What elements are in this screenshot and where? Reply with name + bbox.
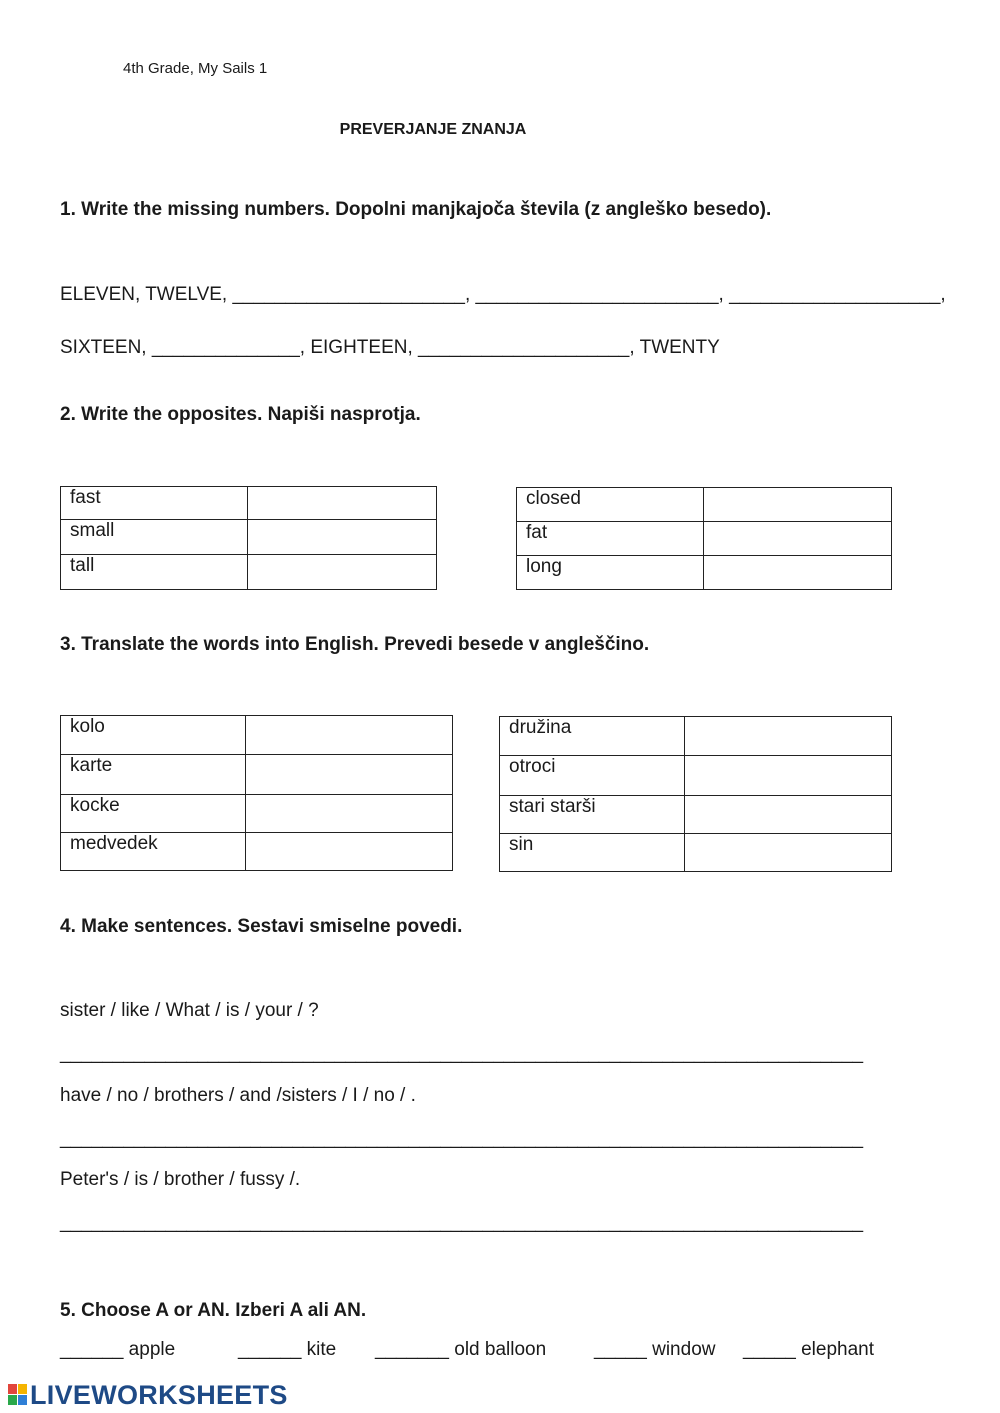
- word-cell: sin: [500, 834, 685, 872]
- question-2-heading: 2. Write the opposites. Napiši nasprotja.: [60, 404, 421, 425]
- numbers-line-2: SIXTEEN, ______________, EIGHTEEN, ____________________, TWENTY: [60, 337, 720, 358]
- article-blank[interactable]: ______ apple: [60, 1339, 176, 1360]
- scrambled-sentence-2: have / no / brothers / and /sisters / I / no / .: [60, 1085, 416, 1106]
- opposites-table-left: [60, 486, 437, 590]
- answer-cell[interactable]: [685, 756, 892, 796]
- liveworksheets-logo: [8, 1380, 288, 1410]
- word-cell: stari starši: [500, 796, 685, 834]
- word-cell: fast: [61, 487, 248, 520]
- liveworksheets-logo-icon: [8, 1384, 28, 1406]
- question-1-heading: 1. Write the missing numbers. Dopolni manjkajoča števila (z angleško besedo).: [60, 199, 772, 220]
- article-choices: [60, 1339, 900, 1361]
- question-3-heading: 3. Translate the words into English. Prevedi besede v angleščino.: [60, 634, 650, 655]
- logo-text: LIVEWORKSHEETS: [30, 1379, 288, 1410]
- answer-cell[interactable]: [246, 716, 453, 755]
- answer-cell[interactable]: [246, 795, 453, 833]
- answer-cell[interactable]: [248, 555, 437, 590]
- answer-line-1[interactable]: ____________________________________________________________________________: [60, 1043, 864, 1064]
- answer-cell[interactable]: [685, 796, 892, 834]
- article-blank[interactable]: _____ elephant: [743, 1339, 875, 1360]
- question-5-heading: 5. Choose A or AN. Izberi A ali AN.: [60, 1300, 367, 1321]
- answer-line-3[interactable]: ____________________________________________________________________________: [60, 1212, 864, 1233]
- word-cell: small: [61, 520, 248, 555]
- word-cell: fat: [517, 522, 704, 556]
- translate-table-left: [60, 715, 453, 871]
- word-cell: karte: [61, 755, 246, 795]
- word-cell: medvedek: [61, 833, 246, 871]
- answer-line-2[interactable]: ____________________________________________________________________________: [60, 1128, 864, 1149]
- word-cell: long: [517, 556, 704, 590]
- opposites-table-right: [516, 487, 892, 590]
- word-cell: closed: [517, 488, 704, 522]
- answer-cell[interactable]: [248, 487, 437, 520]
- answer-cell[interactable]: [685, 834, 892, 872]
- article-blank[interactable]: _______ old balloon: [375, 1339, 547, 1360]
- word-cell: otroci: [500, 756, 685, 796]
- word-cell: družina: [500, 717, 685, 756]
- scrambled-sentence-3: Peter's / is / brother / fussy /.: [60, 1169, 301, 1190]
- worksheet-header: 4th Grade, My Sails 1: [123, 60, 268, 77]
- word-cell: kolo: [61, 716, 246, 755]
- answer-cell[interactable]: [704, 522, 892, 556]
- word-cell: kocke: [61, 795, 246, 833]
- answer-cell[interactable]: [685, 717, 892, 756]
- answer-cell[interactable]: [704, 556, 892, 590]
- worksheet-title: PREVERJANJE ZNANJA: [339, 121, 527, 138]
- translate-table-right: [499, 716, 892, 872]
- answer-cell[interactable]: [704, 488, 892, 522]
- answer-cell[interactable]: [246, 755, 453, 795]
- scrambled-sentence-1: sister / like / What / is / your / ?: [60, 1000, 319, 1021]
- numbers-line-1: ELEVEN, TWELVE, ______________________, _______________________, ____________________,: [60, 284, 946, 305]
- article-blank[interactable]: _____ window: [594, 1339, 716, 1360]
- answer-cell[interactable]: [246, 833, 453, 871]
- article-blank[interactable]: ______ kite: [238, 1339, 337, 1360]
- word-cell: tall: [61, 555, 248, 590]
- question-4-heading: 4. Make sentences. Sestavi smiselne povedi.: [60, 916, 463, 937]
- answer-cell[interactable]: [248, 520, 437, 555]
